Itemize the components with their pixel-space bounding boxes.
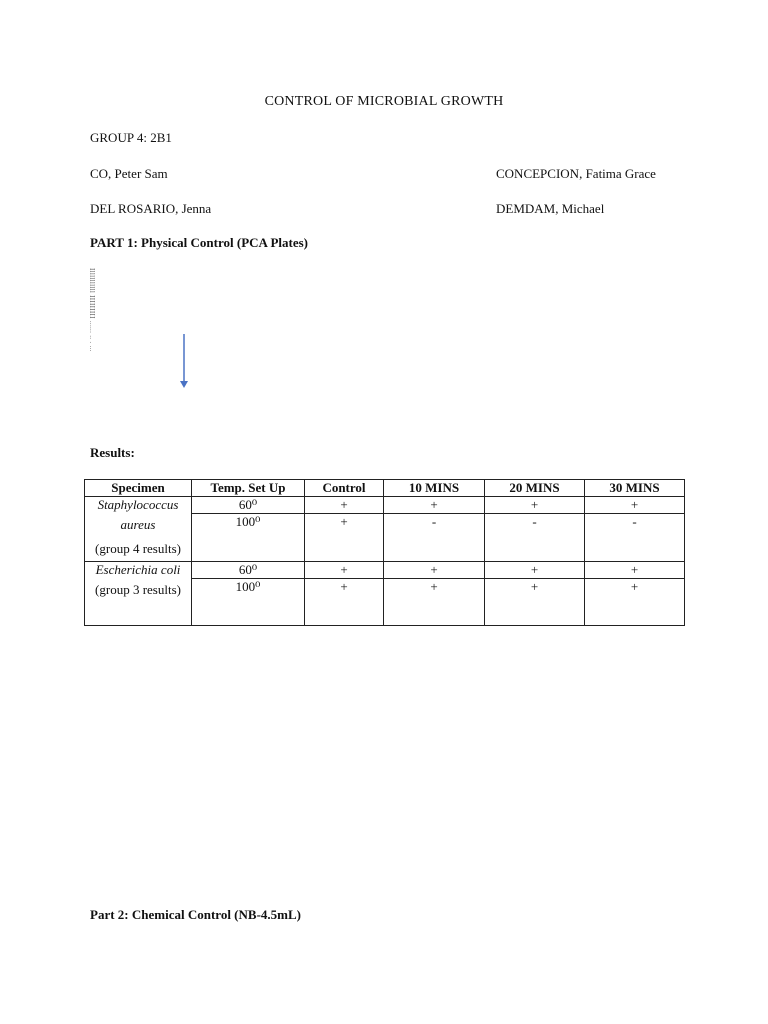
result-cell: + [305,562,384,579]
specimen-note: (group 3 results) [95,582,181,597]
result-cell: + [485,579,585,626]
results-label: Results: [90,445,135,460]
temp-cell: 60⁰ [192,562,305,579]
specimen-name: Escherichia coli [95,562,181,577]
result-cell: + [384,562,485,579]
column-header: Control [305,480,384,497]
result-cell: + [585,562,685,579]
column-header: Specimen [85,480,192,497]
column-header: 20 MINS [485,480,585,497]
column-header: Temp. Set Up [192,480,305,497]
table-row [85,497,685,514]
result-cell: + [384,497,485,514]
table-row [85,562,685,579]
member-name: CONCEPCION, Fatima Grace [496,166,656,181]
part1-heading: PART 1: Physical Control (PCA Plates) [90,235,308,250]
result-cell: + [485,497,585,514]
specimen-cell [85,497,192,562]
result-cell: + [585,579,685,626]
specimen-note: (group 4 results) [95,541,181,556]
result-cell: + [585,497,685,514]
member-name: DEL ROSARIO, Jenna [90,201,212,216]
part2-heading: Part 2: Chemical Control (NB-4.5mL) [90,907,301,922]
specimen-name: Staphylococcus [97,497,179,512]
down-arrow-icon [176,334,192,390]
results-table [84,479,685,626]
result-cell: + [305,497,384,514]
result-cell: + [305,514,384,562]
temp-cell: 100⁰ [192,579,305,626]
result-cell: - [485,514,585,562]
result-cell: - [585,514,685,562]
document-title: CONTROL OF MICROBIAL GROWTH [264,94,504,109]
vertical-text-label: Illllllllll IIIIIIIII ...... .. . ... [88,268,96,352]
group-label: GROUP 4: 2B1 [90,130,172,145]
temp-cell: 100⁰ [192,514,305,562]
member-name: CO, Peter Sam [90,166,168,181]
specimen-name: aureus [120,517,156,532]
member-name: DEMDAM, Michael [496,201,605,216]
vertical-garbled-text [84,268,98,416]
result-cell: + [305,579,384,626]
table-header-row [85,480,685,497]
result-cell: + [384,579,485,626]
column-header: 10 MINS [384,480,485,497]
temp-cell: 60⁰ [192,497,305,514]
result-cell: + [485,562,585,579]
column-header: 30 MINS [585,480,685,497]
result-cell: - [384,514,485,562]
specimen-cell [85,562,192,626]
